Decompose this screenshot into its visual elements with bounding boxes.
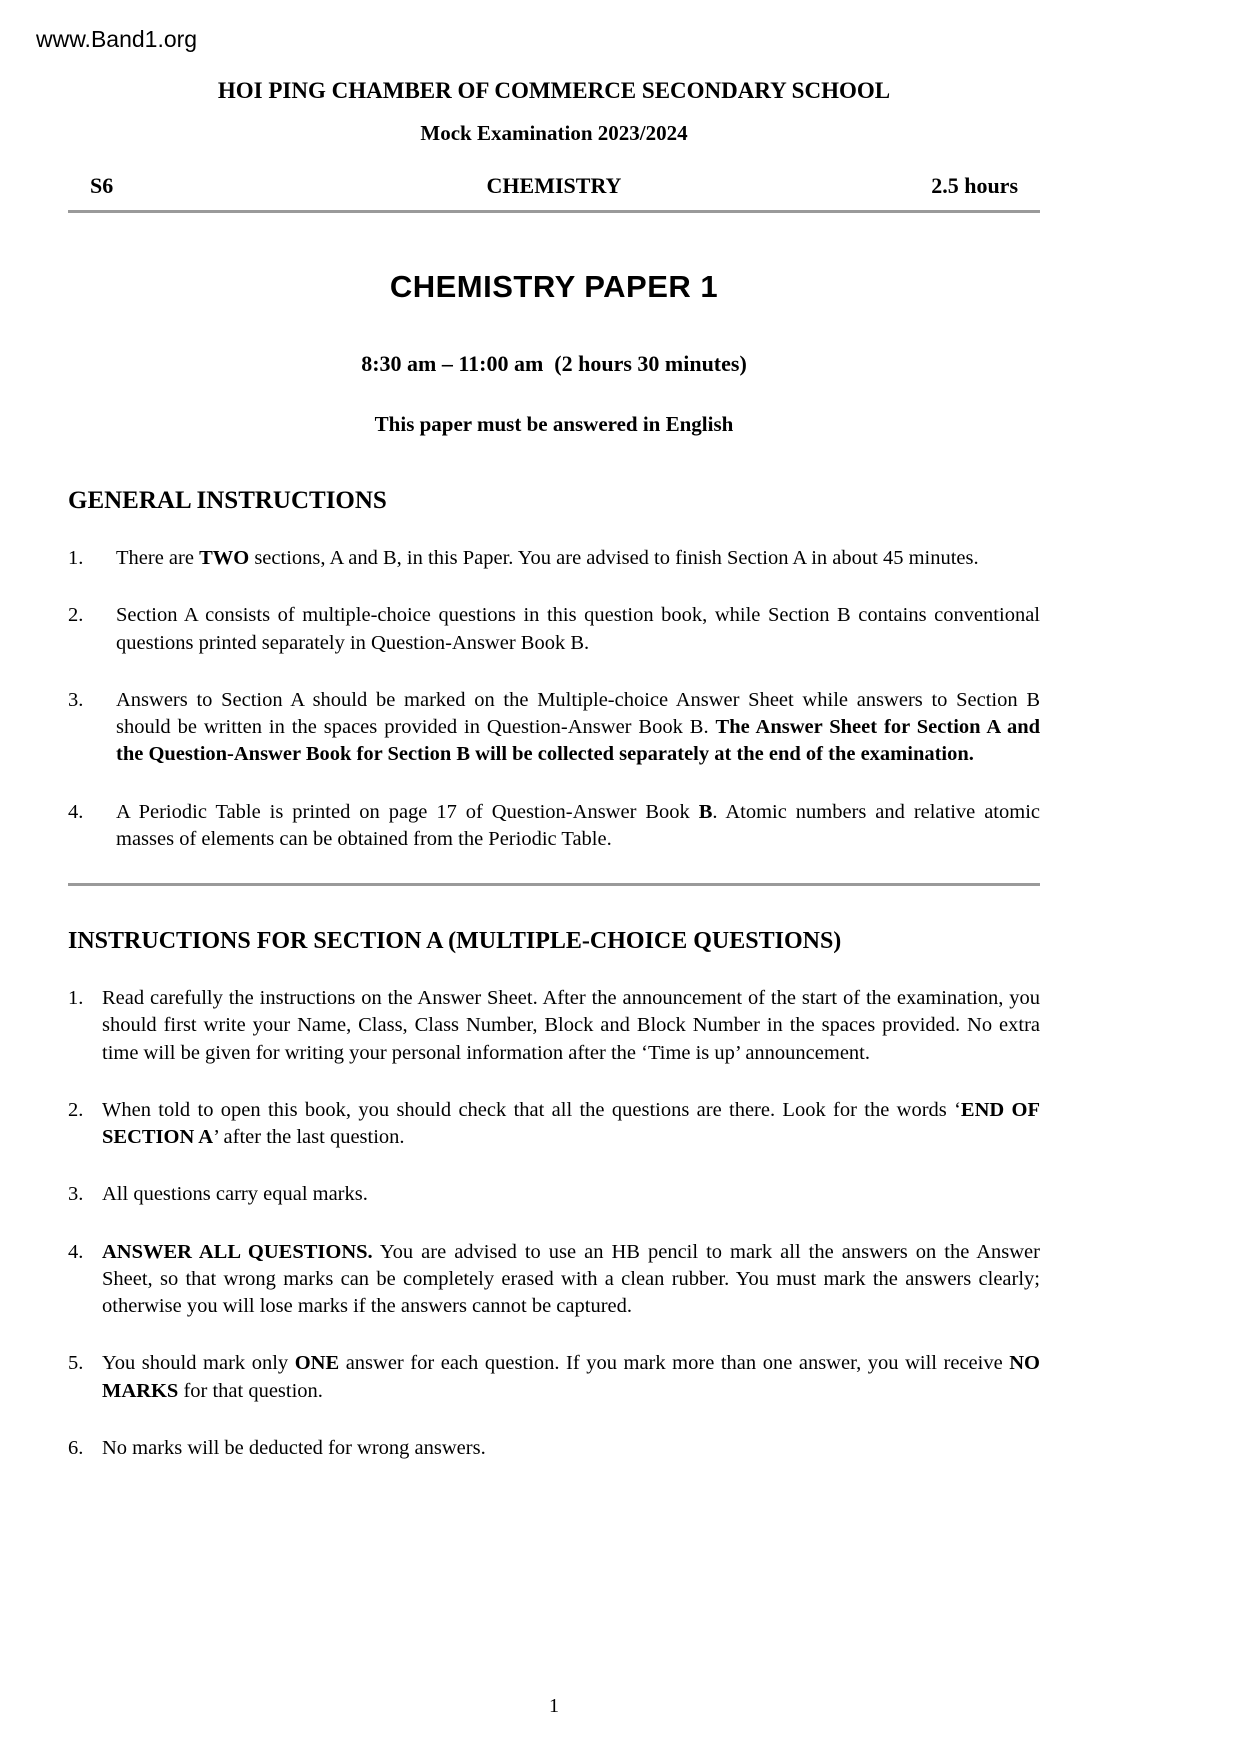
session-time: 8:30 am – 11:00 am (2 hours 30 minutes) bbox=[361, 351, 747, 376]
section-a-instruction-item-5 bbox=[68, 1350, 1040, 1405]
general-instruction-item-3 bbox=[68, 687, 1040, 769]
section-a-instructions-heading: INSTRUCTIONS FOR SECTION A (MULTIPLE-CHOICE QUESTIONS) bbox=[68, 928, 842, 954]
item-text: A Periodic Table is printed on page 17 of Question-Answer Book B. Atomic numbers and relative atomic masses of elements can be obtained from the Periodic Table. bbox=[116, 800, 1040, 850]
exam-meta-row bbox=[68, 173, 1040, 199]
paper-title: CHEMISTRY PAPER 1 bbox=[389, 269, 719, 304]
language-note: This paper must be answered in English bbox=[374, 412, 734, 436]
general-instruction-item-2 bbox=[68, 602, 1040, 657]
school-name: HOI PING CHAMBER OF COMMERCE SECONDARY SCHOOL bbox=[217, 78, 891, 103]
general-instructions-heading: GENERAL INSTRUCTIONS bbox=[68, 487, 387, 514]
item-text: You should mark only ONE answer for each question. If you mark more than one answer, you will receive NO MARKS for that question. bbox=[102, 1352, 1040, 1402]
divider-rule-top bbox=[68, 210, 1040, 213]
page-number: 1 bbox=[549, 1695, 559, 1717]
item-text: All questions carry equal marks. bbox=[102, 1183, 368, 1206]
form-level: S6 bbox=[90, 173, 114, 198]
item-text: Read carefully the instructions on the Answer Sheet. After the announcement of the start of the examination, you should first write your Name, Class, Class Number, Block and Block Number in the spaces provided. No extra time will be given for writing your personal information after the ‘Time is up’ announcement. bbox=[102, 987, 1040, 1064]
general-instruction-item-1 bbox=[68, 545, 1040, 572]
exam-duration: 2.5 hours bbox=[931, 173, 1018, 198]
section-a-instruction-item-3 bbox=[68, 1181, 1040, 1208]
item-number: 1. bbox=[68, 987, 84, 1009]
item-number: 1. bbox=[68, 547, 84, 569]
site-watermark: www.Band1.org bbox=[36, 26, 198, 52]
section-a-instruction-item-1 bbox=[68, 985, 1040, 1067]
item-number: 3. bbox=[68, 688, 84, 711]
divider-rule-middle bbox=[68, 883, 1040, 886]
section-a-instruction-item-6 bbox=[68, 1435, 1040, 1462]
general-instruction-item-4 bbox=[68, 799, 1040, 854]
item-text: ANSWER ALL QUESTIONS. You are advised to use an HB pencil to mark all the answers on the Answer Sheet, so that wrong marks can be completely erased with a clean rubber. You must mark the answers clearly; otherwise you will lose marks if the answers cannot be captured. bbox=[102, 1240, 1040, 1317]
item-text: There are TWO sections, A and B, in this Paper. You are advised to finish Section A in about 45 minutes. bbox=[116, 547, 979, 569]
item-text: Section A consists of multiple-choice questions in this question book, while Section B contains conventional questions printed separately in Question-Answer Book B. bbox=[116, 604, 1040, 654]
item-number: 4. bbox=[68, 800, 84, 823]
exam-title: Mock Examination 2023/2024 bbox=[420, 121, 688, 145]
item-number: 4. bbox=[68, 1240, 84, 1263]
general-instructions-list bbox=[68, 545, 1040, 853]
document-page bbox=[68, 0, 1040, 1492]
section-a-instruction-item-4 bbox=[68, 1239, 1040, 1321]
section-a-instruction-item-2 bbox=[68, 1097, 1040, 1152]
item-number: 6. bbox=[68, 1436, 84, 1459]
item-number: 2. bbox=[68, 604, 84, 627]
section-a-instructions-list bbox=[68, 985, 1040, 1462]
item-number: 2. bbox=[68, 1098, 84, 1121]
item-text: Answers to Section A should be marked on the Multiple-choice Answer Sheet while answers to Section B should be written in the spaces provided in Question-Answer Book B. The Answer Sheet for Section A and the Question-Answer Book for Section B will be collected separately at the end of the examination. bbox=[116, 688, 1041, 766]
item-number: 5. bbox=[68, 1352, 84, 1375]
subject-name: CHEMISTRY bbox=[486, 173, 622, 198]
item-text: No marks will be deducted for wrong answers. bbox=[102, 1436, 486, 1459]
item-number: 3. bbox=[68, 1183, 84, 1206]
item-text: When told to open this book, you should check that all the questions are there. Look for the words ‘END OF SECTION A’ after the last question. bbox=[102, 1098, 1041, 1148]
